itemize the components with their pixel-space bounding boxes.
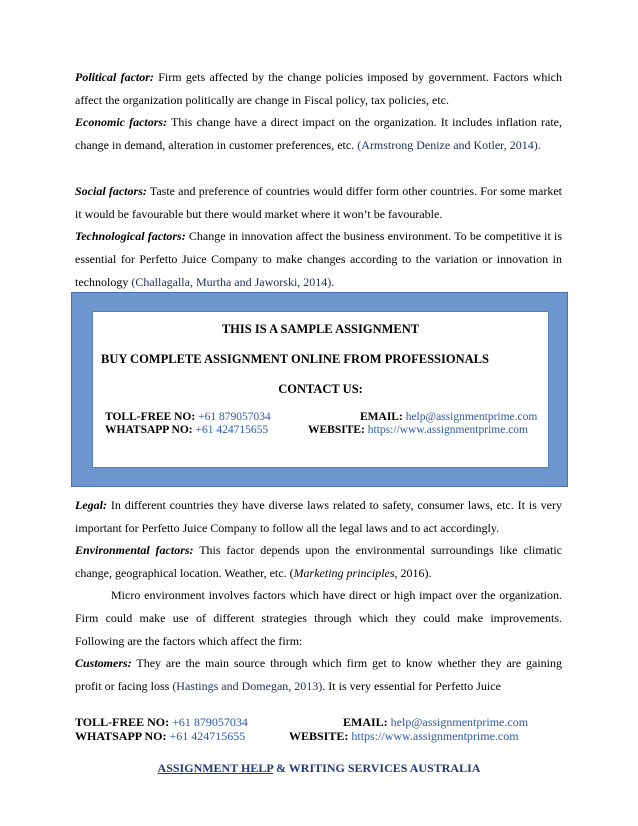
paragraph-text: In different countries they have diverse laws related to safety, consumer laws, etc. It is very important for Perfetto Juice Company to follow all the legal laws and to act accordingly.	[75, 498, 562, 535]
tollfree-label: TOLL-FREE NO:	[105, 411, 196, 423]
footer-tollfree-number[interactable]: +61 879057034	[172, 715, 248, 729]
whatsapp-label: WHATSAPP NO:	[105, 424, 193, 436]
citation: (Hastings and Domegan, 2013)	[172, 678, 323, 693]
banner-content-box	[92, 311, 549, 468]
paragraph-lead: Customers:	[75, 656, 132, 670]
paragraph-economic	[75, 111, 562, 157]
footer-website-group	[289, 729, 519, 744]
citation: (Armstrong Denize and Kotler, 2014)	[357, 137, 538, 152]
paragraph-lead: Political factor:	[75, 70, 154, 84]
footer-website-label: WEBSITE:	[289, 729, 349, 743]
paragraph-text: This factor depends upon the environmental surroundings like climatic change, geographical location. Weather, etc. (	[75, 543, 562, 580]
paragraph-tail: 2016).	[397, 565, 432, 580]
tollfree-number[interactable]: +61 879057034	[198, 411, 271, 423]
footer-email-link[interactable]: help@assignmentprime.com	[390, 715, 529, 729]
paragraph-tail: .	[537, 137, 541, 152]
email-label: EMAIL:	[360, 411, 403, 423]
banner-contact-row-1	[105, 411, 541, 423]
footer-contact-row-2	[75, 729, 562, 744]
paragraph-legal	[75, 494, 562, 540]
banner-title: THIS IS A SAMPLE ASSIGNMENT	[221, 322, 420, 336]
banner-contact-heading: CONTACT US:	[278, 382, 363, 396]
paragraph-text: They are the main source through which firm get to know whether they are gaining profit or facing loss	[75, 656, 562, 693]
website-link[interactable]: https://www.assignmentprime.com	[367, 424, 529, 436]
banner-buy-text: BUY COMPLETE ASSIGNMENT ONLINE FROM PROFESSIONALS	[101, 352, 489, 366]
paragraph-tail: . It is very essential for Perfetto Juice	[322, 678, 501, 693]
website-group	[308, 424, 528, 436]
email-link[interactable]: help@assignmentprime.com	[405, 411, 538, 423]
footer-whatsapp-number[interactable]: +61 424715655	[169, 729, 246, 743]
footer-tollfree-label: TOLL-FREE NO:	[75, 715, 170, 729]
paragraph-text: Taste and preference of countries would differ form other countries. For some market it would be favourable but there would market where it won’t be favourable.	[75, 184, 562, 221]
paragraph-lead: Environmental factors:	[75, 543, 194, 557]
whatsapp-number[interactable]: +61 424715655	[195, 424, 269, 436]
citation: (Challagalla, Murtha and Jaworski, 2014)	[131, 274, 332, 289]
citation-italic: Marketing principles,	[293, 565, 398, 580]
paragraph-lead: Technological factors:	[75, 229, 186, 243]
paragraph-lead: Economic factors:	[75, 115, 168, 129]
footer-contact-row-1	[75, 715, 562, 730]
paragraph-text: Firm gets affected by the change policies imposed by government. Factors which affect the organization politically are change in Fiscal policy, tax policies, etc.	[75, 70, 562, 107]
footer-brand-rest: & WRITING SERVICES AUSTRALIA	[273, 761, 481, 775]
footer-brand	[0, 761, 638, 776]
paragraph-lead: Social factors:	[75, 184, 147, 198]
paragraph-text: This change have a direct impact on the organization. It includes inflation rate, change in demand, alteration in customer preferences, etc.	[75, 115, 562, 152]
paragraph-environmental	[75, 539, 562, 585]
paragraph-technological	[75, 225, 562, 293]
paragraph-customers	[75, 652, 562, 698]
website-label: WEBSITE:	[308, 424, 365, 436]
footer-email-group	[343, 715, 528, 730]
paragraph-text: Micro environment involves factors which have direct or high impact over the organization. Firm could make use of different strategies through which they could make improvements. Following are the factors which affect the firm:	[75, 588, 562, 648]
footer-website-link[interactable]: https://www.assignmentprime.com	[351, 729, 519, 743]
banner-contact-row-2	[105, 424, 541, 436]
paragraph-micro-environment	[75, 584, 562, 652]
footer-email-label: EMAIL:	[343, 715, 388, 729]
sample-assignment-banner	[71, 292, 568, 487]
paragraph-social	[75, 180, 562, 226]
email-group	[360, 411, 537, 423]
paragraph-tail: .	[331, 274, 335, 289]
paragraph-text: Change in innovation affect the business environment. To be competitive it is essential for Perfetto Juice Company to make changes according to the variation or innovation in technology	[75, 229, 562, 289]
paragraph-political	[75, 66, 562, 112]
assignment-help-link[interactable]: ASSIGNMENT HELP	[157, 761, 274, 775]
paragraph-lead: Legal:	[75, 498, 107, 512]
footer-whatsapp-label: WHATSAPP NO:	[75, 729, 167, 743]
